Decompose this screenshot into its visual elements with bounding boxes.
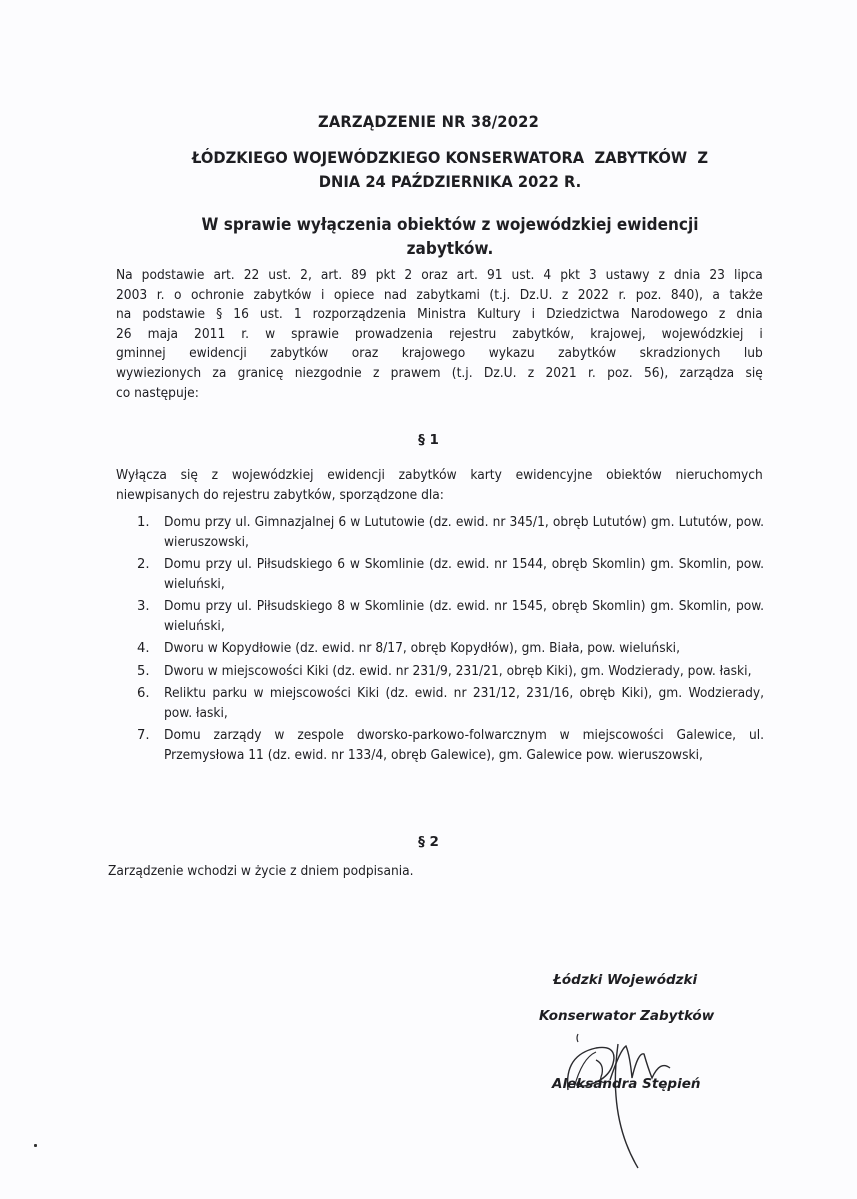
list-item [137,662,767,682]
list-item-text: Dworu w miejscowości Kiki (dz. ewid. nr 231/9, 231/21, obręb Kiki), gm. Wodzierady, pow. łaski, [164,663,752,679]
section-2-text: Zarządzenie wchodzi w życie z dniem podpisania. [108,864,414,879]
paragraph-line: wywiezionych za granicę niezgodnie z prawem (t.j. Dz.U. z 2021 r. poz. 56), zarządza się [116,365,763,381]
list-item-text: Domu przy ul. Gimnazjalnej 6 w Lututowie (dz. ewid. nr 345/1, obręb Lututów) gm. Lututów, pow. wieruszowski, [164,515,765,550]
list-item-number: 7. [137,727,150,743]
section-2-heading: § 2 [418,834,439,850]
list-item-text: Domu zarządy w zespole dworsko-parkowo-folwarcznym w miejscowości Galewice, ul. Przemysłowa 11 (dz. ewid. nr 133/4, obręb Galewice), gm. Galewice pow. wieruszowski, [164,727,765,763]
signatory-title-line-2: Konserwator Zabytków [539,1008,715,1024]
issuer-heading [156,146,745,194]
handwritten-signature-icon [560,1030,710,1180]
list-item-text: Domu przy ul. Piłsudskiego 6 w Skomlinie (dz. ewid. nr 1544, obręb Skomlin) gm. Skomlin, pow. wieluński, [164,557,765,592]
issuer-line-2: DNIA 24 PAŹDZIERNIKA 2022 R. [318,172,582,191]
list-item [137,597,767,637]
list-item-number: 5. [137,663,150,679]
list-item-text: Dworu w Kopydłowie (dz. ewid. nr 8/17, obręb Kopydłów), gm. Biała, pow. wieluński, [164,641,680,657]
paragraph-line: 26 maja 2011 r. w sprawie prowadzenia rejestru zabytków, krajowej, wojewódzkiej i [116,326,763,342]
list-item [137,726,767,766]
list-item-number: 3. [137,599,150,615]
list-item-number: 2. [137,557,150,573]
paragraph-line: 2003 r. o ochronie zabytków i opiece nad zabytkami (t.j. Dz.U. z 2022 r. poz. 840), a także [116,287,763,303]
paragraph-line: na podstawie § 16 ust. 1 rozporządzenia Ministra Kultury i Dziedzictwa Narodowego z dnia [116,307,763,323]
list-item [137,513,767,553]
section-1-intro [116,466,766,505]
list-item [137,684,767,724]
objects-list [137,513,767,768]
subject-line-2: zabytków. [406,239,494,259]
section-1-heading: § 1 [418,432,439,448]
paragraph-line: gminnej ewidencji zabytków oraz krajowego wykazu zabytków skradzionych lub [116,346,763,362]
signatory-name: Aleksandra Stępień [552,1076,701,1092]
legal-basis-paragraph [116,266,766,403]
list-item-text: Domu przy ul. Piłsudskiego 8 w Skomlinie (dz. ewid. nr 1545, obręb Skomlin) gm. Skomlin, pow. wieluński, [164,599,765,634]
list-item-number: 6. [137,685,150,701]
list-item-number: 1. [137,515,150,530]
signatory-title-line-1: Łódzki Wojewódzki [553,972,698,988]
list-item-text: Reliktu parku w miejscowości Kiki (dz. ewid. nr 231/12, 231/16, obręb Kiki), gm. Wodzierady, pow. łaski, [164,685,765,721]
subject-heading [171,213,729,261]
list-item [137,555,767,595]
scan-speck [34,1144,37,1147]
paragraph-line: niewpisanych do rejestru zabytków, sporządzone dla: [116,487,444,503]
subject-line-1: W sprawie wyłączenia obiektów z wojewódzkiej ewidencji [201,215,699,235]
list-item [137,639,767,659]
paragraph-line: Wyłącza się z wojewódzkiej ewidencji zabytków karty ewidencyjne obiektów nieruchomych [116,468,763,483]
document-title: ZARZĄDZENIE NR 38/2022 [317,112,540,131]
issuer-line-1: ŁÓDZKIEGO WOJEWÓDZKIEGO KONSERWATORA ZABYTKÓW Z [191,148,709,167]
paragraph-line: co następuje: [116,385,199,401]
list-item-number: 4. [137,641,150,657]
paragraph-line: Na podstawie art. 22 ust. 2, art. 89 pkt 2 oraz art. 91 ust. 4 pkt 3 ustawy z dnia 23 lipca [116,268,763,283]
